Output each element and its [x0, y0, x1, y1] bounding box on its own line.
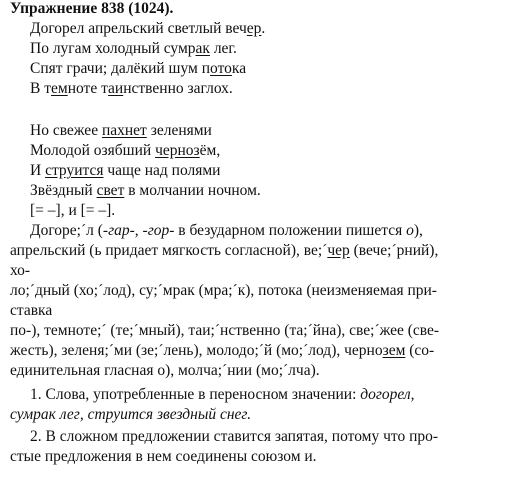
note-1: 1. Слова, употребленные в переносном значении: догорел, [30, 386, 415, 403]
analysis-line: жесть), зеленя;´ми (зе;´лень), молодо;´й (мо;´лод), чернозем (со- [10, 342, 435, 359]
analysis-line: ставка [10, 302, 53, 319]
scheme-line: [= –], и [= –]. [30, 202, 116, 219]
poem-line: Звёздный свет в молчании ночном. [30, 182, 261, 199]
poem-line: И струится чаще над полями [30, 162, 221, 179]
analysis-line: апрельский (ь придает мягкость согласной), ве;´чер (вече;´рний), [10, 242, 439, 259]
note-2: 2. В сложном предложении ставится запятая, потому что про- [30, 428, 439, 445]
poem-line: По лугам холодный сумрак лег. [30, 40, 237, 57]
note-2-cont: стые предложения в нем соединены союзом и. [10, 448, 317, 465]
analysis-line: ло;´дный (хо;´лод), су;´мрак (мра;´к), потока (неизменяемая при- [10, 282, 437, 299]
poem-line: Спят грачи; далёкий шум потока [30, 60, 247, 77]
analysis-line: Догоре;´л (-гар-, -гор- в безударном положении пишется о), [30, 222, 423, 239]
analysis-line: единительная гласная о), молча;´нии (мо;´лча). [10, 362, 320, 379]
analysis-line: хо- [10, 262, 31, 279]
poem-line: В темноте таинственно заглох. [30, 80, 233, 97]
poem-line: Но свежее пахнет зеленями [30, 122, 212, 139]
note-1-cont: сумрак лег, струится звездный снег. [10, 406, 252, 423]
poem-line: Догорел апрельский светлый вечер. [30, 20, 266, 37]
exercise-title: Упражнение 838 (1024). [10, 0, 174, 17]
poem-line: Молодой озябший чернозём, [30, 142, 221, 159]
analysis-line: по-), темноте;´ (те;´мный), таи;´нственно (та;´йна), све;´жее (све- [10, 322, 440, 339]
